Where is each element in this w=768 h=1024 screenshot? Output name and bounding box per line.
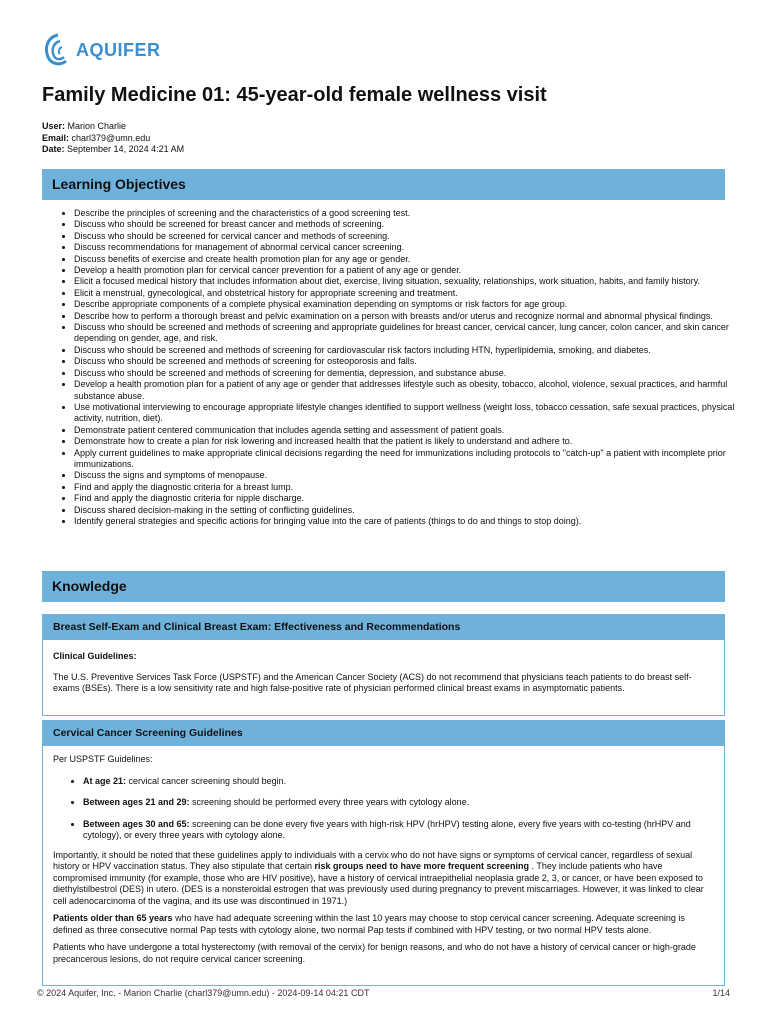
page-footer <box>37 988 730 998</box>
list-item: • Discuss who should be screened and methods of screening for cardiovascular risk factors including HTN, hyperlipidemia, smoking, and diabetes. <box>74 345 746 356</box>
aquifer-logo-text: AQUIFER <box>76 39 161 60</box>
user-meta <box>42 121 184 156</box>
knowledge-title: Knowledge <box>52 578 127 594</box>
list-item: • Develop a health promotion plan for cervical cancer prevention for a patient of any age or gender. <box>74 265 746 276</box>
risk-groups-paragraph: Importantly, it should be noted that these guidelines apply to individuals with a cervix who do not have signs or symptoms of cervical cancer, regardless of sexual history or HPV vaccination status. They also stipulate that certain risk groups need to have more frequent screening . They include patients who have compromised immunity (for example, those who are HIV positive), have a history of cervical intraepithelial neoplasia grade 2, 3, or cancer, or have been exposed to diethylstilbestrol (DES) in utero. (DES is a nonsteroidal estrogen that was previously used during pregnancy to prevent miscarriages. However, it was linked to clear cell adenocarcinoma of the vagina, and its use was discontinued in 1971.) <box>53 849 704 906</box>
list-item: • Find and apply the diagnostic criteria for nipple discharge. <box>74 493 746 504</box>
user-label: User: <box>42 121 66 131</box>
list-item: • Describe the principles of screening and the characteristics of a good screening test. <box>74 208 746 219</box>
user-name: Marion Charlie <box>67 121 127 131</box>
page-number: 1/14 <box>712 988 730 998</box>
list-item: • Between ages 30 and 65: screening can be done every five years with high-risk HPV (hrHPV) testing alone, every five years with co-testing (hrHPV and cytology), or every three years with cytology alone. <box>83 819 714 842</box>
breast-exam-card-header <box>43 615 724 640</box>
user-email: charl379@umn.edu <box>71 132 151 143</box>
list-item: • Demonstrate patient centered communication that includes agenda setting and assessment of patient goals. <box>74 425 746 436</box>
learning-objectives-header <box>42 169 725 200</box>
email-label: Email: <box>42 132 70 143</box>
cervical-screening-card-header <box>43 721 724 746</box>
list-item: • Demonstrate how to create a plan for risk lowering and increased health that the patient is likely to understand and adhere to. <box>74 436 746 447</box>
list-item: • Discuss recommendations for management of abnormal cervical cancer screening. <box>74 242 746 253</box>
cervical-screening-card-title: Cervical Cancer Screening Guidelines <box>53 727 243 739</box>
breast-exam-card <box>42 614 725 716</box>
knowledge-header <box>42 571 725 602</box>
list-item: • Discuss who should be screened and methods of screening and appropriate guidelines for breast cancer, cervical cancer, lung cancer, colon cancer, and skin cancer depending on gender, age, and risk. <box>74 322 746 345</box>
list-item: • Discuss who should be screened and methods of screening for dementia, depression, and substance abuse. <box>74 368 746 379</box>
list-item: • Describe appropriate components of a complete physical examination depending on symptoms or risk factors for age group. <box>74 299 746 310</box>
learning-objectives-list <box>42 208 746 527</box>
list-item: • Discuss who should be screened for breast cancer and methods of screening. <box>74 219 746 230</box>
list-item: • Discuss shared decision-making in the setting of conflicting guidelines. <box>74 505 746 516</box>
date-label: Date: <box>42 144 65 154</box>
screening-age-list <box>53 776 714 842</box>
list-item: • Describe how to perform a thorough breast and pelvic examination on a person with breasts and/or uterus and recognize normal and abnormal physical findings. <box>74 311 746 322</box>
list-item: • Elicit a focused medical history that includes information about diet, exercise, living situation, sexuality, relationships, work situation, habits, and family history. <box>74 276 746 287</box>
list-item: • Identify general strategies and specific actions for bringing value into the care of patients (things to do and things to stop doing). <box>74 516 746 527</box>
breast-exam-card-title: Breast Self-Exam and Clinical Breast Exam: Effectiveness and Recommendations <box>53 621 461 633</box>
list-item: • At age 21: cervical cancer screening should begin. <box>83 776 714 788</box>
page-title: Family Medicine 01: 45-year-old female wellness visit <box>42 84 547 106</box>
aquifer-logo-icon <box>42 33 72 67</box>
uspstf-intro: Per USPSTF Guidelines: <box>53 754 153 764</box>
list-item: • Between ages 21 and 29: screening should be performed every three years with cytology alone. <box>83 797 714 809</box>
report-date: September 14, 2024 4:21 AM <box>67 144 185 154</box>
hysterectomy-paragraph: Patients who have undergone a total hysterectomy (with removal of the cervix) for benign reasons, and who do not have a history of cervical cancer or high-grade precancerous lesions, do not require cervical cancer screening. <box>53 942 696 964</box>
list-item: • Use motivational interviewing to encourage appropriate lifestyle changes identified to support wellness (weight loss, tobacco cessation, safe sexual practices, physical activity, nutrition, diet). <box>74 402 746 425</box>
list-item: • Elicit a menstrual, gynecological, and obstetrical history for appropriate screening and treatment. <box>74 288 746 299</box>
list-item: • Discuss benefits of exercise and create health promotion plan for any age or gender. <box>74 254 746 265</box>
breast-exam-text: The U.S. Preventive Services Task Force (USPSTF) and the American Cancer Society (ACS) do not recommend that physicians teach patients to do breast self-exams (BSEs). There is a low sensitivity rate and high false-positive rate of physician performed clinical breast exams in asymptomatic patients. <box>53 671 692 693</box>
list-item: • Apply current guidelines to make appropriate clinical decisions regarding the need for immunizations including protocols to "catch-up" a patient with incomplete prior immunizations. <box>74 448 746 471</box>
learning-objectives-title: Learning Objectives <box>52 176 186 192</box>
list-item: • Develop a health promotion plan for a patient of any age or gender that addresses lifestyle such as obesity, tobacco, alcohol, violence, sexual practices, and harmful substance abuse. <box>74 379 746 402</box>
list-item: • Find and apply the diagnostic criteria for a breast lump. <box>74 482 746 493</box>
older-patients-paragraph: Patients older than 65 years who have had adequate screening within the last 10 years may choose to stop cervical cancer screening. Adequate screening is defined as three consecutive normal Pap tests with cytology alone, two normal Pap tests if combined with HPV testing, or two normal HPV tests alone. <box>53 913 685 935</box>
footer-text: © 2024 Aquifer, Inc. - Marion Charlie (charl379@umn.edu) - 2024-09-14 04:21 CDT <box>37 988 370 998</box>
list-item: • Discuss the signs and symptoms of menopause. <box>74 470 746 481</box>
list-item: • Discuss who should be screened for cervical cancer and methods of screening. <box>74 231 746 242</box>
aquifer-logo <box>42 33 161 67</box>
list-item: • Discuss who should be screened and methods of screening for osteoporosis and falls. <box>74 356 746 367</box>
clinical-guidelines-heading: Clinical Guidelines: <box>53 651 137 661</box>
cervical-screening-card <box>42 720 725 986</box>
